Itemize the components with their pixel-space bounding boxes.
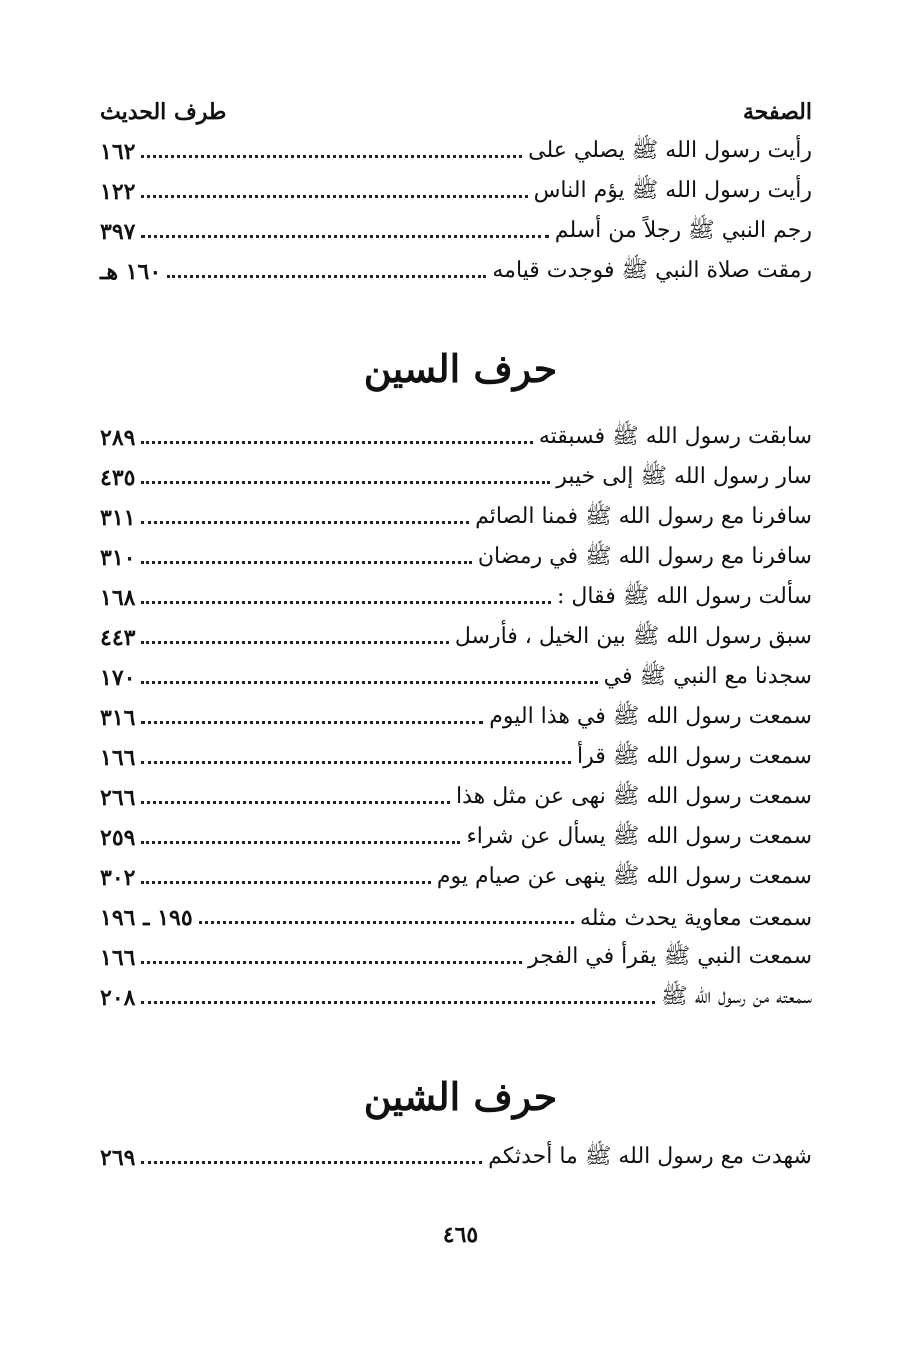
hadith-text: سمعت رسول الله ﷺ يسأل عن شراء: [466, 824, 812, 849]
page-ref: ٢٥٩: [100, 825, 136, 851]
index-header: [100, 96, 812, 128]
hadith-text: سابقت رسول الله ﷺ فسبقته: [538, 424, 812, 449]
header-page-label: الصفحة: [742, 99, 812, 125]
leader-dots: [141, 1001, 655, 1004]
page-number: ٤٦٥: [442, 1222, 479, 1248]
leader-dots: [141, 481, 550, 484]
list-item: [100, 1138, 812, 1178]
list-item: [100, 618, 812, 658]
leader-dots: [141, 601, 551, 604]
list-item: [100, 738, 812, 778]
header-hadith-label: طرف الحديث: [100, 99, 227, 125]
list-item: [100, 698, 812, 738]
page-ref: ١٦٠ هـ: [100, 259, 162, 285]
hadith-text: سافرنا مع رسول الله ﷺ فمنا الصائم: [475, 504, 812, 529]
leader-dots: [141, 441, 532, 444]
section-title-seen: حرف السين: [363, 346, 558, 391]
page-ref: ٣١٦: [100, 705, 136, 731]
list-item: [100, 898, 812, 938]
hadith-text: رأيت رسول الله ﷺ يؤم الناس: [533, 178, 812, 203]
page-ref: ١٦٢: [100, 139, 136, 165]
hadith-text: سمعت رسول الله ﷺ قرأ: [577, 744, 812, 769]
list-item: [100, 538, 812, 578]
hadith-text: سمعته من رسول الله ﷺ: [661, 984, 812, 1009]
list-item: [100, 978, 812, 1018]
hadith-text: شهدت مع رسول الله ﷺ ما أحدثكم: [488, 1144, 812, 1169]
list-item: [100, 212, 812, 252]
list-item: [100, 418, 812, 458]
hadith-text: سمعت رسول الله ﷺ ينهى عن صيام يوم: [436, 864, 812, 889]
list-item: [100, 658, 812, 698]
page-ref: ٣١١: [100, 505, 136, 531]
leader-dots: [141, 641, 448, 644]
hadith-text: سافرنا مع رسول الله ﷺ في رمضان: [477, 544, 812, 569]
page-ref: ١٦٦: [100, 945, 136, 971]
hadith-text: سمعت معاوية يحدث مثله: [579, 905, 812, 931]
list-item: [100, 132, 812, 172]
section-title-sheen: حرف الشين: [363, 1074, 558, 1119]
list-item: [100, 172, 812, 212]
page-ref: ١٦٦: [100, 745, 136, 771]
leader-dots: [141, 801, 450, 804]
leader-dots: [141, 1161, 482, 1164]
list-item: [100, 578, 812, 618]
page-ref: ١٦٨: [100, 585, 136, 611]
leader-dots: [167, 275, 486, 278]
leader-dots: [141, 561, 471, 564]
page-ref: ٢٨٩: [100, 425, 136, 451]
page-ref: ٢٦٦: [100, 785, 136, 811]
leader-dots: [141, 881, 430, 884]
leader-dots: [141, 841, 460, 844]
page-ref: ١٧٠: [100, 665, 136, 691]
leader-dots: [141, 761, 571, 764]
hadith-text: رجم النبي ﷺ رجلاً من أسلم: [554, 218, 812, 243]
hadith-text: سمعت رسول الله ﷺ في هذا اليوم: [489, 704, 812, 729]
hadith-text: سمعت رسول الله ﷺ نهى عن مثل هذا: [455, 784, 812, 809]
hadith-text: سار رسول الله ﷺ إلى خيبر: [556, 464, 812, 489]
leader-dots: [141, 521, 469, 524]
hadith-text: سجدنا مع النبي ﷺ في: [603, 664, 812, 689]
page-ref: ٣٩٧: [100, 219, 136, 245]
hadith-text: رمقت صلاة النبي ﷺ فوجدت قيامه: [492, 258, 812, 283]
page-ref: ١٩٥ ـ ١٩٦: [100, 905, 193, 931]
hadith-text: رأيت رسول الله ﷺ يصلي على: [528, 138, 812, 163]
list-item: [100, 498, 812, 538]
list-item: [100, 938, 812, 978]
leader-dots: [141, 155, 522, 158]
group-ra-list: [100, 132, 812, 292]
section-seen-list: [100, 418, 812, 1018]
leader-dots: [141, 681, 597, 684]
hadith-text: سألت رسول الله ﷺ فقال :: [556, 584, 812, 609]
list-item: [100, 858, 812, 898]
leader-dots: [199, 921, 574, 924]
leader-dots: [141, 721, 483, 724]
page-ref: ٤٣٥: [100, 465, 136, 491]
page-ref: ١٢٢: [100, 179, 136, 205]
leader-dots: [141, 195, 527, 198]
page-ref: ٣٠٢: [100, 865, 136, 891]
page-ref: ٢٦٩: [100, 1145, 136, 1171]
leader-dots: [141, 961, 522, 964]
list-item: [100, 778, 812, 818]
list-item: [100, 252, 812, 292]
hadith-text: سبق رسول الله ﷺ بين الخيل ، فأرسل: [454, 624, 812, 649]
page-ref: ٤٤٣: [100, 625, 136, 651]
page-ref: ٣١٠: [100, 545, 136, 571]
list-item: [100, 818, 812, 858]
hadith-text: سمعت النبي ﷺ يقرأ في الفجر: [528, 944, 812, 969]
section-sheen-list: [100, 1138, 812, 1178]
leader-dots: [141, 235, 548, 238]
list-item: [100, 458, 812, 498]
page-ref: ٢٠٨: [100, 985, 136, 1011]
